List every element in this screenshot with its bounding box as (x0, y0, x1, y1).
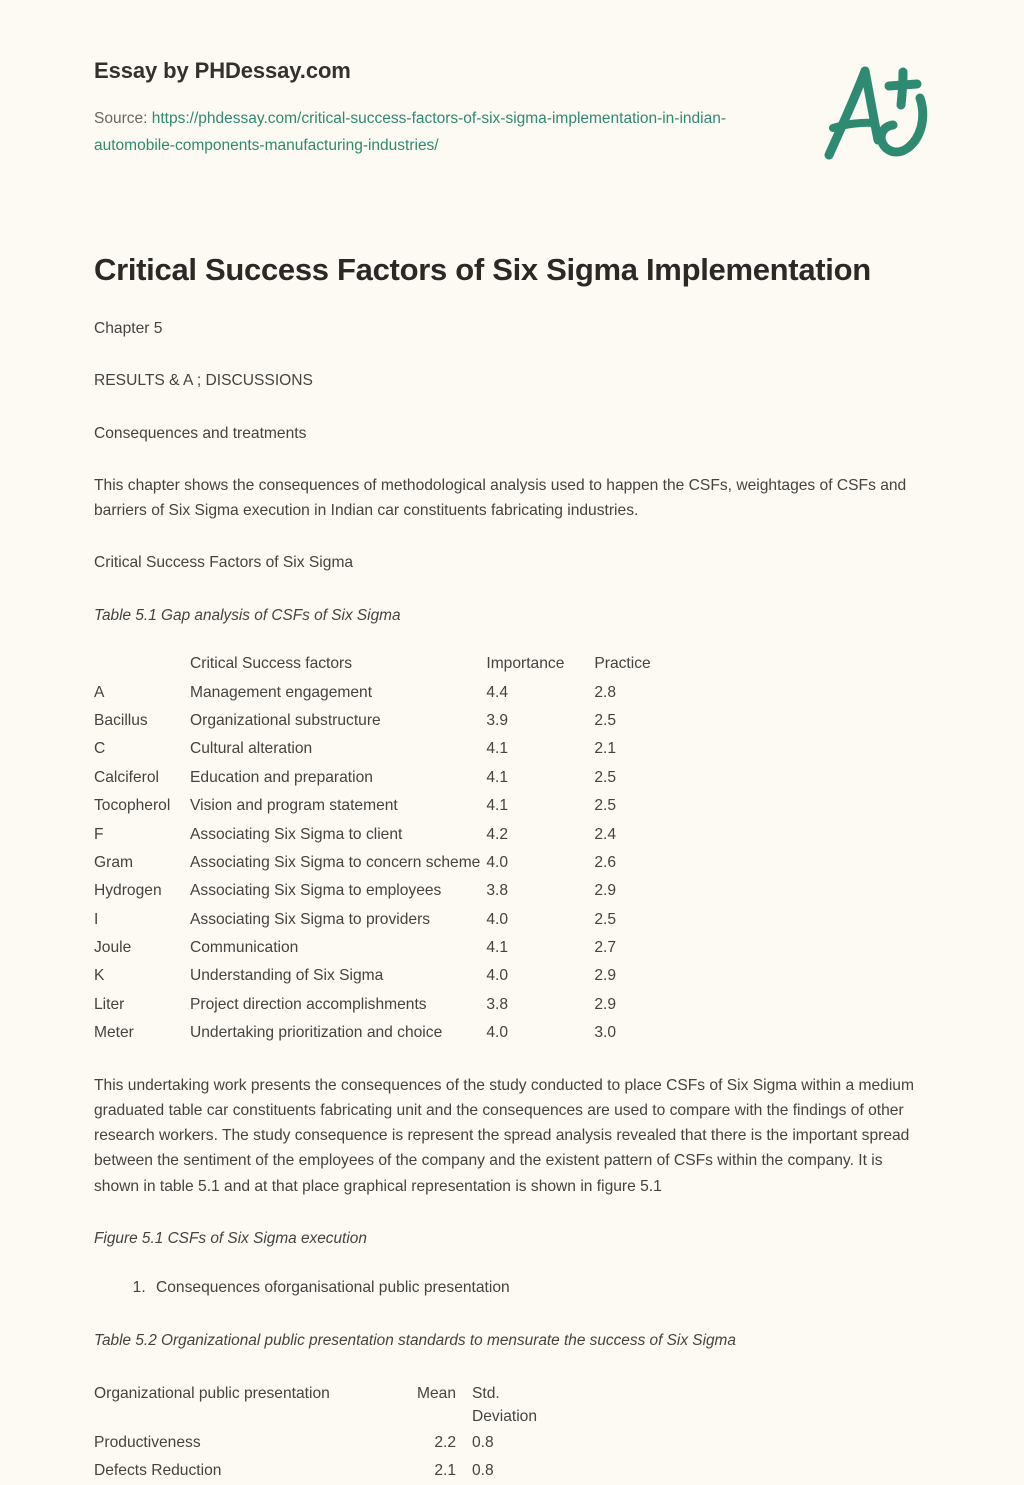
std-head-line-2: Deviation (472, 1407, 538, 1425)
table-gap-analysis (94, 650, 684, 1047)
figure-5-1-caption: Figure 5.1 CSFs of Six Sigma execution (94, 1229, 367, 1247)
source-url-link[interactable]: https://phdessay.com/critical-success-factors-of-six-sigma-implementation-in-indian-automobile-components-manufacturing-industries/ (94, 110, 726, 154)
cell-practice: 2.5 (594, 712, 617, 730)
cell-importance: 4.2 (486, 825, 509, 843)
cell-practice: 2.5 (594, 797, 617, 815)
cell-std-deviation: 0.8 (472, 1433, 494, 1451)
cell-factor: Undertaking prioritization and choice (190, 1024, 443, 1042)
cell-practice: 2.8 (594, 683, 617, 701)
table-row (94, 1019, 684, 1047)
cell-factor: Organizational substructure (190, 712, 381, 730)
source-label: Source: (94, 110, 148, 127)
cell-importance: 4.0 (486, 910, 509, 928)
cell-practice: 2.9 (594, 882, 617, 900)
results-list (94, 1251, 930, 1300)
column-header-importance: Importance (486, 655, 565, 673)
cell-factor: Project direction accomplishments (190, 995, 427, 1013)
cell-factor: Management engagement (190, 683, 373, 701)
table-row (94, 707, 684, 735)
aplus-logo-icon (816, 58, 936, 168)
cell-importance: 4.0 (486, 1024, 509, 1042)
cell-std-deviation: 0.8 (472, 1461, 494, 1479)
cell-key: F (94, 825, 104, 843)
cell-practice: 2.1 (594, 740, 617, 758)
table-row (94, 934, 684, 962)
table-row (94, 821, 684, 849)
table-row (94, 849, 684, 877)
cell-mean: 2.2 (434, 1433, 456, 1451)
intro-paragraph: This chapter shows the consequences of methodological analysis used to happen the CSFs, weightages of CSFs and barriers of Six Sigma execution in Indian car constituents fabricating industries. (94, 476, 907, 520)
column-header-practice: Practice (594, 655, 651, 673)
column-header-std-deviation (472, 1383, 592, 1428)
table-head (94, 650, 684, 678)
page-title: Critical Success Factors of Six Sigma Implementation (94, 252, 871, 288)
column-header-key (94, 650, 190, 678)
cell-practice: 2.5 (594, 768, 617, 786)
table-5-1-caption: Table 5.1 Gap analysis of CSFs of Six Sigma (94, 606, 401, 624)
cell-factor: Associating Six Sigma to providers (190, 910, 431, 928)
table-row (94, 991, 684, 1019)
cell-importance: 4.1 (486, 740, 509, 758)
cell-practice: 2.9 (594, 967, 617, 985)
table-row (94, 792, 684, 820)
cell-key: K (94, 967, 105, 985)
table-row (94, 735, 684, 763)
cell-importance: 4.1 (486, 939, 509, 957)
cell-factor: Communication (190, 939, 299, 957)
cell-metric: Defects Reduction (94, 1461, 222, 1479)
cell-key: C (94, 740, 106, 758)
cell-key: Gram (94, 853, 133, 871)
cell-importance: 4.4 (486, 683, 509, 701)
cell-factor: Associating Six Sigma to client (190, 825, 403, 843)
cell-practice: 2.4 (594, 825, 617, 843)
cell-key: Bacillus (94, 712, 148, 730)
cell-importance: 3.8 (486, 995, 509, 1013)
source-line (94, 106, 744, 159)
cell-key: Meter (94, 1024, 134, 1042)
cell-importance: 4.1 (486, 768, 509, 786)
cell-key: Hydrogen (94, 882, 162, 900)
cell-mean: 2.1 (434, 1461, 456, 1479)
table-header-row (94, 650, 684, 678)
cell-factor: Cultural alteration (190, 740, 313, 758)
cell-importance: 4.0 (486, 967, 509, 985)
site-header (94, 0, 930, 159)
table-row (94, 906, 684, 934)
table-row (94, 764, 684, 792)
subsection-heading: Consequences and treatments (94, 424, 307, 442)
table-row (94, 877, 684, 905)
cell-practice: 2.6 (594, 853, 617, 871)
table-org-performance (94, 1383, 592, 1485)
table-body (94, 1429, 592, 1485)
list-item: 1. Consequences oforganisational public presentation (150, 1275, 930, 1300)
cell-practice: 2.5 (594, 910, 617, 928)
chapter-label: Chapter 5 (94, 320, 163, 338)
cell-importance: 3.9 (486, 712, 509, 730)
cell-key: Tocopherol (94, 797, 171, 815)
cell-factor: Associating Six Sigma to employees (190, 882, 442, 900)
cell-key: Joule (94, 939, 132, 957)
brand-title: Essay by PHDessay.com (94, 58, 351, 83)
column-header-metric: Organizational public presentation (94, 1385, 330, 1403)
section-heading: RESULTS & A ; DISCUSSIONS (94, 372, 313, 390)
cell-importance: 4.1 (486, 797, 509, 815)
cell-key: A (94, 683, 105, 701)
table-row (94, 1429, 592, 1457)
cell-key: I (94, 910, 99, 928)
table-header-row (94, 1383, 592, 1428)
cell-key: Liter (94, 995, 125, 1013)
table-5-2-caption: Table 5.2 Organizational public presentation standards to mensurate the success of Six Sigma (94, 1331, 736, 1349)
cell-factor: Understanding of Six Sigma (190, 967, 384, 985)
column-header-factor: Critical Success factors (190, 655, 353, 673)
std-head-line-1: Std. (472, 1385, 500, 1403)
cell-practice: 3.0 (594, 1024, 617, 1042)
column-header-mean: Mean (416, 1385, 456, 1403)
table-body (94, 679, 684, 1048)
cell-importance: 4.0 (486, 853, 509, 871)
cell-factor: Education and preparation (190, 768, 373, 786)
cell-practice: 2.9 (594, 995, 617, 1013)
cell-factor: Associating Six Sigma to concern scheme (190, 853, 481, 871)
table-row (94, 1457, 592, 1485)
cell-key: Calciferol (94, 768, 159, 786)
table-row (94, 962, 684, 990)
table-head (94, 1383, 592, 1428)
discussion-paragraph: This undertaking work presents the consequences of the study conducted to place CSFs of Six Sigma within a medium graduated table car constituents fabricating unit and the consequences are used to compare with the findings of other research workers. The study consequence is represent the spread analysis revealed that there is the important spread between the sentiment of the employees of the company and the existent pattern of CSFs within the company. It is shown in table 5.1 and at that place graphical representation is shown in figure 5.1 (94, 1076, 914, 1195)
table-row (94, 679, 684, 707)
cell-importance: 3.8 (486, 882, 509, 900)
cell-metric: Productiveness (94, 1433, 201, 1451)
cell-practice: 2.7 (594, 939, 617, 957)
csf-heading: Critical Success Factors of Six Sigma (94, 554, 354, 572)
cell-factor: Vision and program statement (190, 797, 398, 815)
